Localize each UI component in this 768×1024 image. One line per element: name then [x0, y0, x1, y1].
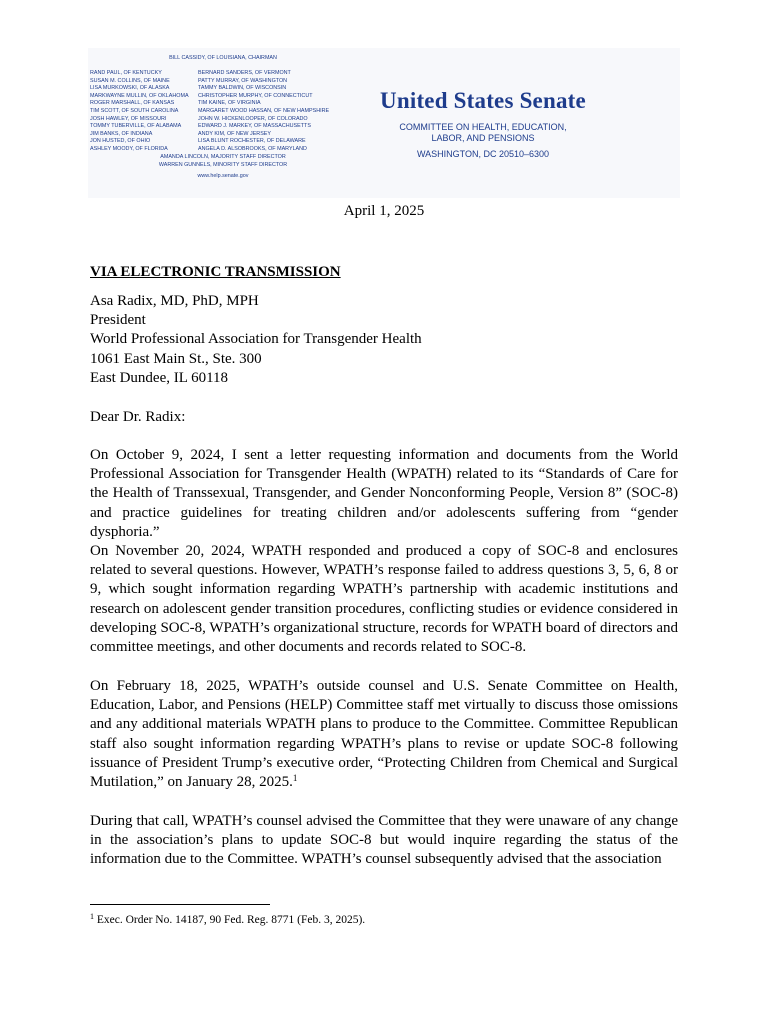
member: JIM BANKS, OF INDIANA [90, 130, 153, 137]
recipient-city: East Dundee, IL 60118 [90, 369, 229, 386]
member: JON HUSTED, OF OHIO [90, 138, 151, 145]
minority-staff-director: WARREN GUNNELS, MINORITY STAFF DIRECTOR [158, 161, 288, 168]
recipient-title: President [90, 312, 146, 329]
staff-directors [88, 154, 358, 169]
member: ANGELA D. ALSOBROOKS, OF MARYLAND [198, 145, 307, 152]
transmission-heading: VIA ELECTRONIC TRANSMISSION [90, 264, 341, 280]
member: ROGER MARSHALL, OF KANSAS [90, 100, 175, 107]
letterhead [88, 48, 680, 198]
committee-address: WASHINGTON, DC 20510–6300 [416, 149, 550, 159]
recipient-organization: World Professional Association for Transgender Health [90, 331, 422, 348]
democratic-members [198, 70, 330, 154]
committee-website: www.help.senate.gov [197, 173, 249, 179]
member: LISA BLUNT ROCHESTER, OF DELAWARE [198, 138, 306, 145]
letter-date: April 1, 2025 [343, 203, 425, 219]
member: PATTY MURRAY, OF WASHINGTON [198, 77, 288, 84]
committee-line-2: LABOR, AND PENSIONS [431, 133, 535, 143]
member: BERNARD SANDERS, OF VERMONT [198, 70, 291, 76]
committee-name [358, 122, 608, 160]
paragraph-1: On October 9, 2024, I sent a letter requesting information and documents from the World Professional Association for Transgender Health (WPATH) related to its “Standards of Care for the Health of Transsexual, Transgender, and Gender Nonconforming People, Version 8” (SOC-8) and practice guidelines for treating children and/or adolescents suffering from “gender dysphoria.” [90, 447, 678, 540]
member: TOMMY TUBERVILLE, OF ALABAMA [90, 123, 182, 130]
member: RAND PAUL, OF KENTUCKY [90, 70, 162, 76]
footnote-marker: 1 [90, 912, 94, 921]
paragraph-4: During that call, WPATH’s counsel advised the Committee that they were unaware of any change in the association’s plans to update SOC-8 but would inquire regarding the status of the information due to the Committee. WPATH’s counsel subsequently advised that the association [90, 813, 678, 868]
member: ASHLEY MOODY, OF FLORIDA [90, 145, 168, 152]
member: EDWARD J. MARKEY, OF MASSACHUSETTS [198, 123, 311, 130]
senate-title: United States Senate [380, 88, 586, 113]
committee-members [88, 48, 358, 198]
paragraph-3-text: On February 18, 2025, WPATH’s outside counsel and U.S. Senate Committee on Health, Education, Labor, and Pensions (HELP) Committee staff met virtually to discuss those omissions and any additional materials WPATH plans to produce to the Committee. Committee Republican staff also sought information regarding WPATH’s plans to revise or update SOC-8 following issuance of President Trump’s executive order, “Protecting Children from Chemical and Surgical Mutilation,” on January 28, 2025. [90, 678, 678, 791]
majority-staff-director: AMANDA LINCOLN, MAJORITY STAFF DIRECTOR [160, 154, 286, 160]
footnote-reference: 1 [292, 773, 298, 784]
member: CHRISTOPHER MURPHY, OF CONNECTICUT [198, 92, 313, 99]
member: TIM SCOTT, OF SOUTH CAROLINA [90, 107, 179, 114]
salutation: Dear Dr. Radix: [90, 409, 186, 425]
recipient-name: Asa Radix, MD, PhD, MPH [90, 293, 259, 309]
member: MARKWAYNE MULLIN, OF OKLAHOMA [90, 92, 189, 99]
recipient-street: 1061 East Main St., Ste. 300 [90, 350, 262, 367]
paragraph-2: On November 20, 2024, WPATH responded and produced a copy of SOC-8 and enclosures related to several questions. However, WPATH’s response failed to address questions 3, 5, 6, 8 or 9, which sought information regarding WPATH’s partnership with academic institutions and research on adolescent gender transition procedures, conflicting studies or evidence considered in developing SOC-8, WPATH’s organizational structure, records for WPATH board of directors and committee meetings, and other documents and records related to SOC-8. [90, 543, 678, 656]
member: MARGARET WOOD HASSAN, OF NEW HAMPSHIRE [198, 107, 330, 114]
member: SUSAN M. COLLINS, OF MAINE [90, 77, 170, 84]
member: ANDY KIM, OF NEW JERSEY [198, 130, 271, 137]
footnote [90, 914, 678, 926]
member: TIM KAINE, OF VIRGINIA [198, 100, 261, 107]
member: JOSH HAWLEY, OF MISSOURI [90, 115, 167, 122]
member: LISA MURKOWSKI, OF ALASKA [90, 85, 170, 92]
recipient-address [90, 292, 678, 388]
senate-seal-block [358, 48, 680, 198]
committee-line-1: COMMITTEE ON HEALTH, EDUCATION, [399, 122, 567, 132]
member: JOHN W. HICKENLOOPER, OF COLORADO [198, 115, 308, 122]
footnote-divider [90, 904, 270, 905]
chairman: BILL CASSIDY, OF LOUISIANA, CHAIRMAN [169, 55, 277, 61]
paragraph-3 [90, 677, 678, 792]
republican-members [90, 70, 198, 154]
footnote-text: Exec. Order No. 14187, 90 Fed. Reg. 8771 (Feb. 3, 2025). [96, 914, 366, 926]
member: TAMMY BALDWIN, OF WISCONSIN [198, 85, 287, 92]
